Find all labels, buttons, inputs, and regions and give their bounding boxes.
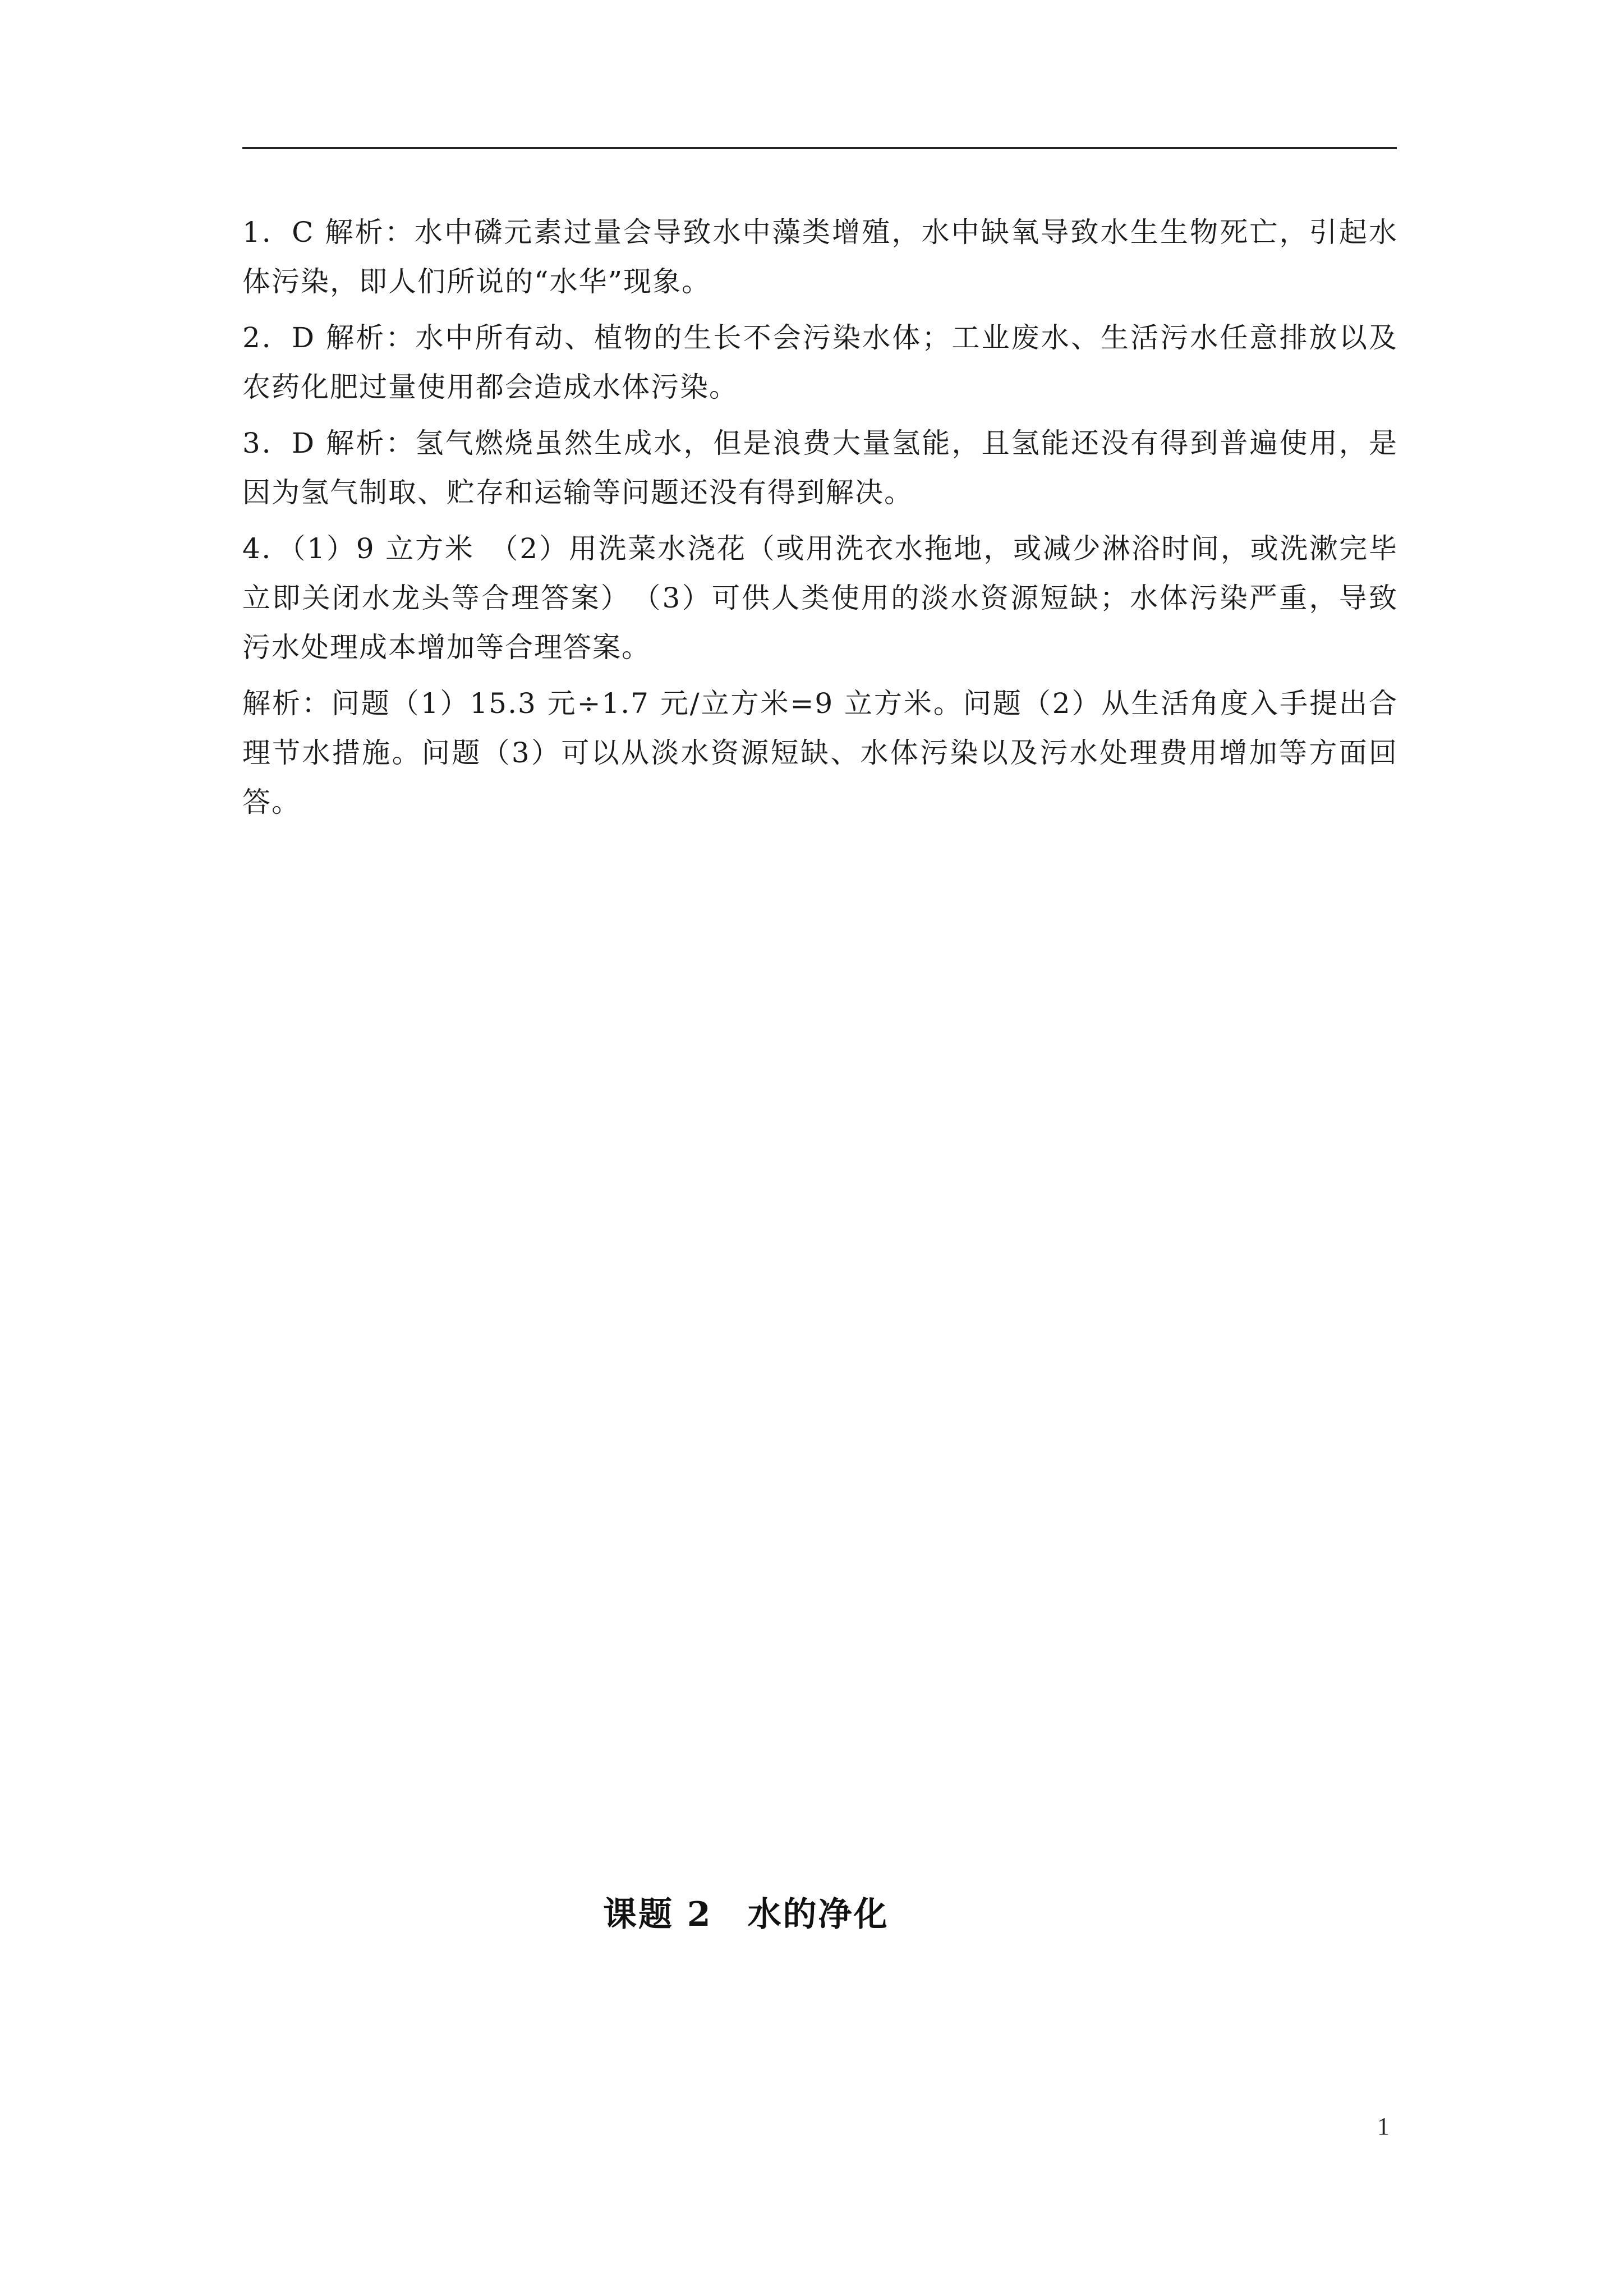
answer-1: 1．C 解析：水中磷元素过量会导致水中藻类增殖，水中缺氧导致水生生物死亡，引起水体污染，即人们所说的“水华”现象。 — [242, 216, 1398, 298]
page-number: 1 — [1377, 2113, 1390, 2140]
answer-section — [242, 208, 1398, 834]
header-rule — [242, 147, 1397, 149]
answer-3: 3．D 解析：氢气燃烧虽然生成水，但是浪费大量氢能，且氢能还没有得到普遍使用，是因为氢气制取、贮存和运输等问题还没有得到解决。 — [242, 427, 1398, 509]
answer-2: 2．D 解析：水中所有动、植物的生长不会污染水体；工业废水、生活污水任意排放以及农药化肥过量使用都会造成水体污染。 — [242, 321, 1398, 403]
answer-4: 4．（1）9 立方米 （2）用洗菜水浇花（或用洗衣水拖地，或减少淋浴时间，或洗漱完毕立即关闭水龙头等合理答案） （3）可供人类使用的淡水资源短缺；水体污染严重，导致污水处理成本增加等合理答案。 — [242, 532, 1398, 664]
answer-4-analysis: 解析：问题（1）15.3 元÷1.7 元/立方米=9 立方米。问题（2）从生活角度入手提出合理节水措施。问题（3）可以从淡水资源短缺、水体污染以及污水处理费用增加等方面回答。 — [242, 687, 1398, 818]
section-title: 课题 2 水的净化 — [603, 1895, 889, 1934]
